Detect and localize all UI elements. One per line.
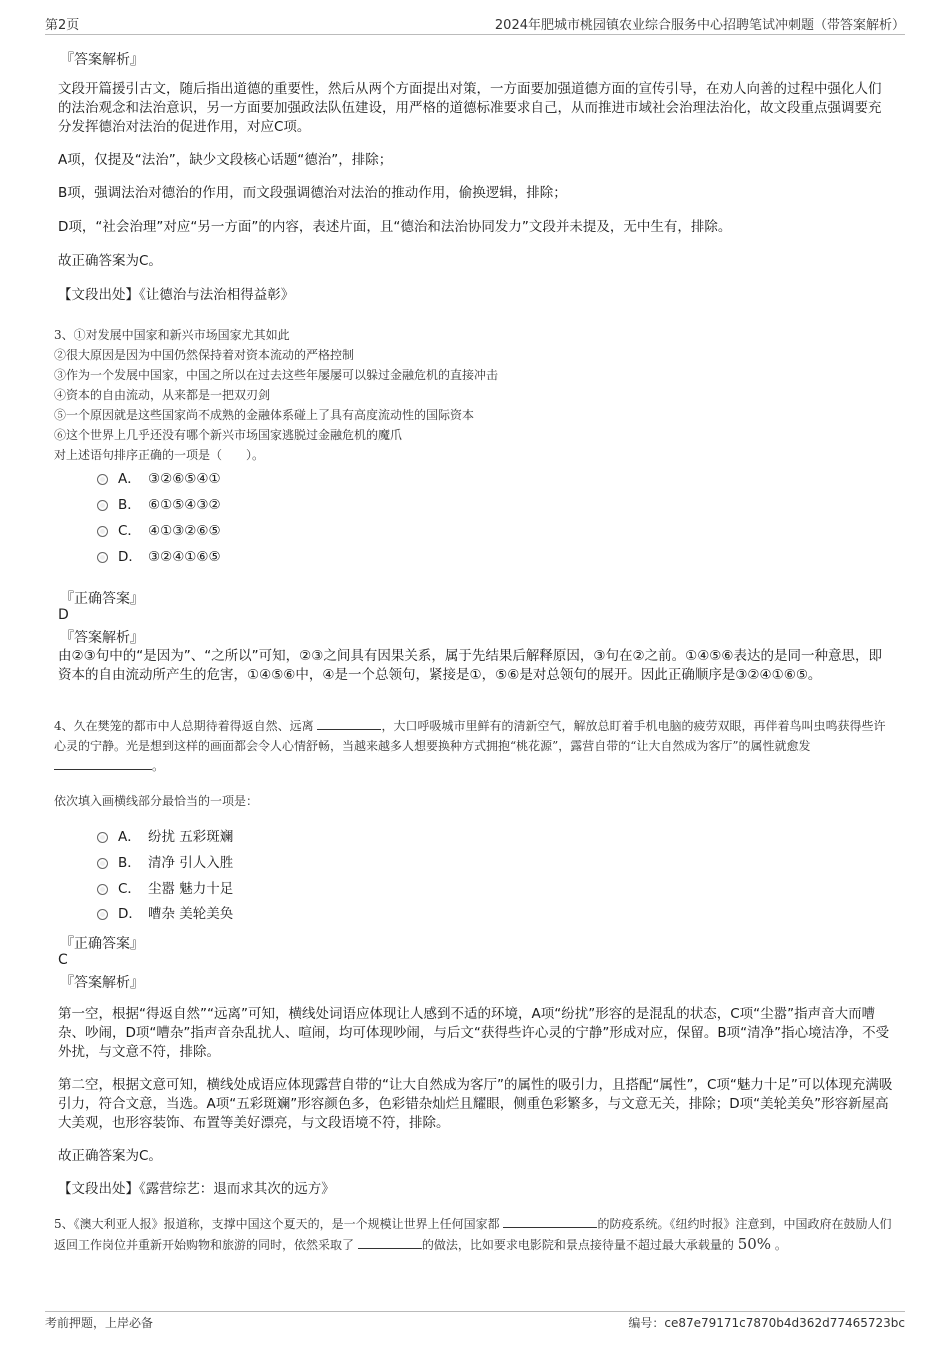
footer-slogan: 考前押题，上岸必备 [45, 1316, 154, 1330]
analysis-paragraph-2: 第二空，根据文意可知，横线处成语应体现露营自带的“让大自然成为客厅”的属性的吸引力，且搭配“属性”，C项“魅力十足”可以体现充满吸引力，符合文意，当选。A项“五彩斑斓”形容颜色多，色彩错杂灿烂且耀眼，侧重色彩繁多，与文意无关，排除；D项“美轮美奂”形容新屋高大美观，也形容装饰、布置等美好漂亮，与文段语境不符，排除。 [58, 1077, 893, 1131]
question-5-stem [54, 1214, 896, 1255]
fill-blank [503, 1215, 597, 1228]
option-letter: D． [118, 549, 142, 565]
question-line: ③作为一个发展中国家，中国之所以在过去这些年屡屡可以躲过金融危机的直接冲击 [54, 368, 499, 382]
option-text: ③②⑥⑤④① [148, 471, 221, 487]
analysis-option-a: A项，仅提及“法治”，缺少文段核心话题“德治”，排除； [58, 152, 393, 168]
question-line: ⑥这个世界上几乎还没有哪个新兴市场国家逃脱过金融危机的魔爪 [54, 428, 403, 442]
code-label: 编号： [628, 1316, 665, 1330]
stem-text: 的防疫系统。《纽约时报》注意到，中国政府在鼓励人们返回工作岗位并重新开始购物和旅游的同时，依然采取了 [54, 1217, 892, 1252]
stem-text: 5、《澳大利亚人报》报道称，支撑中国这个夏天的，是一个规模让世界上任何国家都 [54, 1217, 500, 1231]
option-letter: A． [118, 471, 141, 487]
stem-text: 的做法，比如要求电影院和景点接待量不超过最大承载量的 [421, 1238, 734, 1252]
document-title: 2024年肥城市桃园镇农业综合服务中心招聘笔试冲刺题（带答案解析） [494, 18, 905, 33]
page-number: 第2页 [45, 18, 80, 33]
stem-text: 。 [774, 1238, 787, 1252]
option-text: 尘嚣 魅力十足 [148, 881, 234, 897]
option-b[interactable] [97, 854, 233, 872]
radio-icon[interactable] [97, 474, 108, 485]
analysis-paragraph-1: 第一空，根据“得返自然”“远离”可知，横线处词语应体现让人感到不适的环境，A项“纷扰”形容的是混乱的状态，C项“尘嚣”指声音大而嘈杂、吵闹，D项“嘈杂”指声音杂乱扰人、喧闹，均可体现吵闹，与后文“获得些许心灵的宁静”形成对应，保留。B项“清净”指心境洁净，不受外扰，与文意不符，排除。 [58, 1006, 890, 1060]
option-a[interactable] [97, 828, 233, 846]
correct-answer-label: 『正确答案』 [60, 591, 144, 607]
fill-blank [358, 1236, 422, 1249]
correct-answer: C [58, 952, 68, 968]
radio-icon[interactable] [97, 884, 108, 895]
question-line: ⑤一个原因就是这些国家尚不成熟的金融体系碰上了具有高度流动性的国际资本 [54, 408, 475, 422]
fill-blank [317, 717, 381, 730]
radio-icon[interactable] [97, 500, 108, 511]
option-letter: D． [118, 906, 142, 922]
radio-icon[interactable] [97, 858, 108, 869]
question-4-stem [54, 716, 896, 776]
percent-value: 50% [737, 1235, 772, 1253]
option-text: 纷扰 五彩斑斓 [148, 829, 234, 845]
source-citation: 【文段出处】《露营综艺：退而求其次的远方》 [58, 1181, 335, 1197]
option-d[interactable] [97, 548, 221, 566]
option-letter: C． [118, 881, 141, 897]
analysis-paragraph: 文段开篇援引古文，随后指出道德的重要性，然后从两个方面提出对策，一方面要加强道德方面的宣传引导，在劝人向善的过程中强化人们的法治观念和法治意识，另一方面要加强政法队伍建设，用严格的道德标准要求自己，从而推进市域社会治理法治化，故文段重点强调要充分发挥德治对法治的促进作用，对应C项。 [58, 81, 882, 135]
option-a[interactable] [97, 470, 221, 488]
option-text: 嘈杂 美轮美奂 [148, 906, 234, 922]
footer-divider [45, 1311, 905, 1312]
analysis-option-b: B项，强调法治对德治的作用，而文段强调德治对法治的推动作用，偷换逻辑，排除； [58, 185, 567, 201]
option-text: ③②④①⑥⑤ [148, 549, 221, 565]
option-letter: B． [118, 497, 141, 513]
option-letter: A． [118, 829, 141, 845]
question-line: 3、①对发展中国家和新兴市场国家尤其如此 [54, 328, 290, 342]
question-prompt: 依次填入画横线部分最恰当的一项是： [54, 794, 259, 808]
option-text: 清净 引人入胜 [148, 855, 234, 871]
question-line: ②很大原因是因为中国仍然保持着对资本流动的严格控制 [54, 348, 355, 362]
correct-answer: D [58, 607, 69, 623]
analysis-conclusion: 故正确答案为C。 [58, 1148, 162, 1164]
option-d[interactable] [97, 905, 233, 923]
option-text: ④①③②⑥⑤ [148, 523, 221, 539]
option-b[interactable] [97, 496, 221, 514]
analysis-label: 『答案解析』 [60, 975, 144, 991]
fill-blank [54, 757, 152, 770]
code-value: ce87e79171c7870b4d362d77465723bc [664, 1316, 905, 1330]
radio-icon[interactable] [97, 526, 108, 537]
option-letter: B． [118, 855, 141, 871]
stem-text: ，大口呼吸城市里鲜有的清新空气，解放总盯着手机电脑的疲劳双眼，再伴着鸟叫虫鸣获得些许心灵的宁静。光是想到这样的画面都会令人心情舒畅，当越来越多人想要换种方式拥抱“桃花源”，露营自带的“让大自然成为客厅”的属性就愈发 [54, 719, 886, 753]
header-divider [45, 34, 905, 35]
analysis-label: 『答案解析』 [60, 52, 144, 68]
analysis-paragraph: 由②③句中的“是因为”、“之所以”可知，②③之间具有因果关系，属于先结果后解释原因，③句在②之前。①④⑤⑥表达的是同一种意思，即资本的自由流动所产生的危害，①④⑤⑥中，④是一个总领句，紧接是①，⑤⑥是对总领句的展开。因此正确顺序是③②④①⑥⑤。 [58, 648, 882, 683]
option-c[interactable] [97, 522, 221, 540]
question-3-stem [54, 325, 894, 465]
document-code [628, 1314, 905, 1331]
option-text: ⑥①⑤④③② [148, 497, 221, 513]
option-c[interactable] [97, 880, 233, 898]
option-letter: C． [118, 523, 141, 539]
analysis-option-d: D项，“社会治理”对应“另一方面”的内容，表述片面，且“德治和法治协同发力”文段并未提及，无中生有，排除。 [58, 219, 732, 235]
stem-text: 。 [152, 759, 165, 773]
radio-icon[interactable] [97, 832, 108, 843]
source-citation: 【文段出处】《让德治与法治相得益彰》 [58, 287, 295, 303]
analysis-label: 『答案解析』 [60, 630, 144, 646]
stem-text: 4、久在樊笼的都市中人总期待着得返自然、远离 [54, 719, 314, 733]
radio-icon[interactable] [97, 552, 108, 563]
analysis-conclusion: 故正确答案为C。 [58, 253, 162, 269]
question-line: 对上述语句排序正确的一项是（ ）。 [54, 448, 265, 462]
question-line: ④资本的自由流动，从来都是一把双刃剑 [54, 388, 271, 402]
correct-answer-label: 『正确答案』 [60, 936, 144, 952]
radio-icon[interactable] [97, 909, 108, 920]
